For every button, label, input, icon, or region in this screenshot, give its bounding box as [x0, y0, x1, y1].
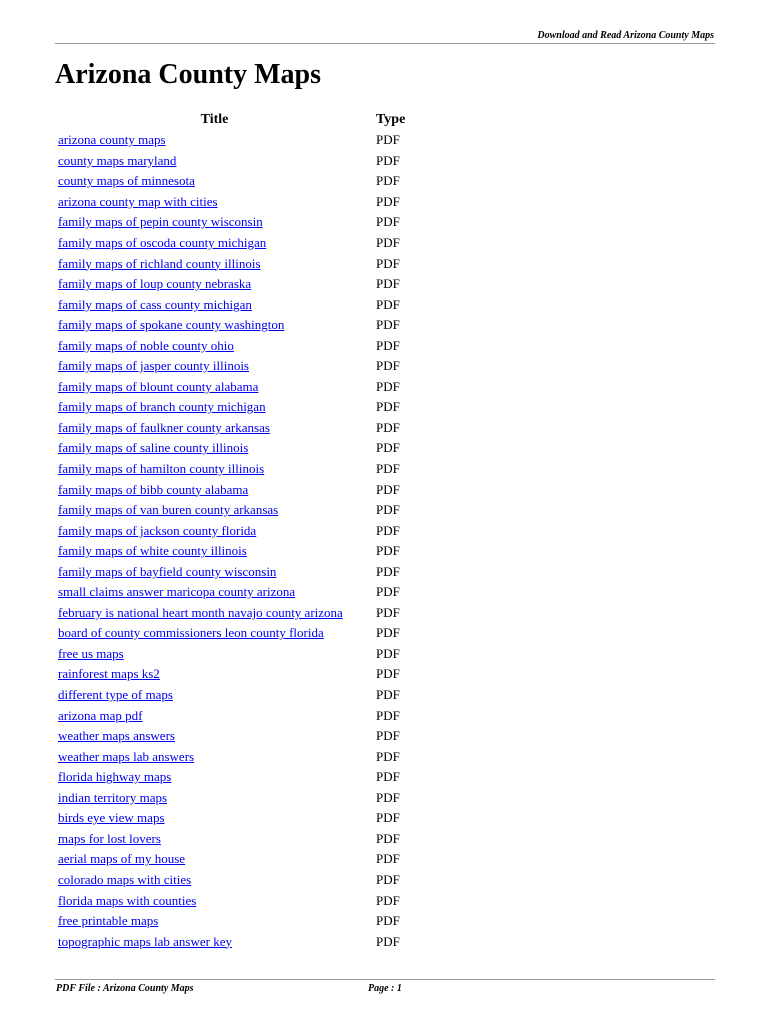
- table-row: [56, 274, 405, 295]
- cell-title: [56, 418, 373, 439]
- cell-title: [56, 582, 373, 603]
- cell-title: [56, 520, 373, 541]
- document-link[interactable]: florida highway maps: [58, 769, 172, 785]
- table-row: [56, 335, 405, 356]
- document-link[interactable]: board of county commissioners leon county florida: [58, 625, 324, 641]
- document-link[interactable]: family maps of pepin county wisconsin: [58, 214, 263, 230]
- document-link[interactable]: family maps of oscoda county michigan: [58, 235, 267, 250]
- cell-title: [56, 130, 373, 151]
- cell-type: PDF: [376, 645, 400, 661]
- table-row: [56, 870, 405, 891]
- footer-divider: [55, 979, 715, 980]
- cell-type: PDF: [376, 666, 400, 682]
- document-link[interactable]: arizona county maps: [58, 132, 166, 148]
- table-row: [56, 356, 405, 377]
- document-link[interactable]: family maps of noble county ohio: [58, 337, 234, 353]
- table-row: [56, 561, 405, 582]
- table-row: [56, 746, 405, 767]
- cell-type: PDF: [376, 707, 400, 723]
- cell-title: [56, 746, 373, 767]
- table-row: [56, 623, 405, 644]
- cell-type: PDF: [376, 296, 400, 312]
- header-note: Download and Read Arizona County Maps: [537, 30, 714, 41]
- column-header-type: Type: [376, 112, 406, 127]
- document-link[interactable]: free us maps: [58, 645, 124, 661]
- cell-type: PDF: [376, 830, 400, 846]
- cell-title: [56, 479, 373, 500]
- cell-title: [56, 788, 373, 809]
- cell-type: PDF: [376, 522, 400, 538]
- table-row: [56, 767, 405, 788]
- table-row: [56, 808, 405, 829]
- cell-type: PDF: [376, 461, 400, 477]
- cell-title: [56, 808, 373, 829]
- cell-type: PDF: [376, 378, 400, 394]
- cell-type: PDF: [376, 687, 400, 703]
- table-row: [56, 788, 405, 809]
- document-link[interactable]: small claims answer maricopa county arizona: [58, 584, 296, 600]
- document-link[interactable]: family maps of jackson county florida: [58, 522, 257, 538]
- cell-type: PDF: [376, 604, 400, 620]
- cell-type: PDF: [376, 728, 400, 744]
- footer-page-label: Page : 1: [368, 983, 402, 994]
- page-title: Arizona County Maps: [55, 59, 322, 90]
- table-header-row: [56, 110, 405, 130]
- cell-title: [56, 561, 373, 582]
- document-link[interactable]: family maps of cass county michigan: [58, 296, 252, 312]
- table-row: [56, 130, 405, 151]
- table-row: [56, 418, 405, 439]
- table-row: [56, 294, 405, 315]
- document-link[interactable]: arizona map pdf: [58, 707, 143, 723]
- table-row: [56, 233, 405, 254]
- cell-title: [56, 438, 373, 459]
- table-row: [56, 644, 405, 665]
- documents-table: [56, 110, 405, 952]
- document-link[interactable]: maps for lost lovers: [58, 830, 161, 846]
- document-link[interactable]: family maps of white county illinois: [58, 543, 247, 559]
- cell-title: [56, 603, 373, 624]
- cell-type: PDF: [376, 317, 400, 333]
- table-row: [56, 520, 405, 541]
- cell-type: PDF: [376, 419, 400, 435]
- document-link[interactable]: florida maps with counties: [58, 892, 197, 908]
- table-row: [56, 315, 405, 336]
- cell-title: [56, 767, 373, 788]
- cell-type: PDF: [376, 173, 400, 189]
- document-link[interactable]: weather maps answers: [58, 728, 175, 744]
- cell-title: [56, 459, 373, 480]
- cell-type: PDF: [376, 789, 400, 805]
- cell-title: [56, 212, 373, 233]
- cell-title: [56, 870, 373, 891]
- cell-type: PDF: [376, 748, 400, 764]
- cell-type: PDF: [376, 892, 400, 908]
- cell-type: PDF: [376, 337, 400, 353]
- document-link[interactable]: family maps of branch county michigan: [58, 399, 266, 415]
- document-link[interactable]: arizona county map with cities: [58, 193, 218, 209]
- document-link[interactable]: rainforest maps ks2: [58, 666, 160, 682]
- table-row: [56, 582, 405, 603]
- cell-title: [56, 397, 373, 418]
- header-divider: [55, 43, 715, 44]
- cell-type: PDF: [376, 933, 400, 949]
- document-link[interactable]: different type of maps: [58, 687, 173, 703]
- cell-title: [56, 623, 373, 644]
- document-link[interactable]: family maps of hamilton county illinois: [58, 461, 265, 477]
- cell-title: [56, 644, 373, 665]
- cell-type: PDF: [376, 543, 400, 559]
- cell-title: [56, 294, 373, 315]
- cell-type: PDF: [376, 871, 400, 887]
- cell-type: PDF: [376, 358, 400, 374]
- table-row: [56, 541, 405, 562]
- cell-type: PDF: [376, 913, 400, 929]
- document-link[interactable]: birds eye view maps: [58, 810, 165, 826]
- cell-title: [56, 849, 373, 870]
- cell-title: [56, 192, 373, 213]
- cell-title: [56, 705, 373, 726]
- table-row: [56, 829, 405, 850]
- cell-title: [56, 726, 373, 747]
- cell-type: PDF: [376, 152, 400, 168]
- cell-title: [56, 500, 373, 521]
- cell-type: PDF: [376, 481, 400, 497]
- cell-title: [56, 233, 373, 254]
- cell-title: [56, 274, 373, 295]
- document-link[interactable]: family maps of bayfield county wisconsin: [58, 563, 277, 579]
- cell-type: PDF: [376, 625, 400, 641]
- table-row: [56, 685, 405, 706]
- table-row: [56, 479, 405, 500]
- document-link[interactable]: family maps of saline county illinois: [58, 440, 249, 456]
- cell-type: PDF: [376, 399, 400, 415]
- cell-type: PDF: [376, 235, 400, 250]
- document-link[interactable]: family maps of faulkner county arkansas: [58, 419, 270, 435]
- document-link[interactable]: county maps maryland: [58, 152, 177, 168]
- document-link[interactable]: indian territory maps: [58, 789, 168, 805]
- cell-title: [56, 931, 373, 952]
- document-link[interactable]: family maps of loup county nebraska: [58, 276, 252, 292]
- cell-title: [56, 253, 373, 274]
- cell-type: PDF: [376, 193, 400, 209]
- table-row: [56, 377, 405, 398]
- document-link[interactable]: colorado maps with cities: [58, 871, 192, 887]
- cell-title: [56, 356, 373, 377]
- document-link[interactable]: family maps of van buren county arkansas: [58, 502, 279, 518]
- cell-title: [56, 335, 373, 356]
- cell-title: [56, 541, 373, 562]
- table-row: [56, 931, 405, 952]
- cell-type: PDF: [376, 851, 400, 867]
- cell-title: [56, 685, 373, 706]
- table-row: [56, 890, 405, 911]
- cell-type: PDF: [376, 255, 400, 271]
- document-link[interactable]: free printable maps: [58, 913, 159, 929]
- cell-title: [56, 151, 373, 172]
- table-row: [56, 171, 405, 192]
- table-row: [56, 664, 405, 685]
- document-link[interactable]: family maps of bibb county alabama: [58, 481, 249, 497]
- table-row: [56, 911, 405, 932]
- cell-title: [56, 315, 373, 336]
- cell-title: [56, 664, 373, 685]
- document-link[interactable]: february is national heart month navajo county arizona: [58, 604, 343, 620]
- cell-type: PDF: [376, 769, 400, 785]
- table-row: [56, 397, 405, 418]
- table-row: [56, 726, 405, 747]
- cell-title: [56, 911, 373, 932]
- document-link[interactable]: aerial maps of my house: [58, 851, 186, 867]
- cell-type: PDF: [376, 214, 400, 230]
- table-body: [56, 130, 405, 952]
- cell-type: PDF: [376, 440, 400, 456]
- cell-type: PDF: [376, 810, 400, 826]
- table-row: [56, 603, 405, 624]
- cell-title: [56, 171, 373, 192]
- document-link[interactable]: family maps of blount county alabama: [58, 378, 259, 394]
- document-link[interactable]: family maps of richland county illinois: [58, 255, 261, 271]
- table-row: [56, 705, 405, 726]
- table-row: [56, 253, 405, 274]
- table-row: [56, 192, 405, 213]
- cell-title: [56, 890, 373, 911]
- table-row: [56, 151, 405, 172]
- document-link[interactable]: family maps of spokane county washington: [58, 317, 285, 333]
- cell-type: PDF: [376, 132, 400, 148]
- cell-type: PDF: [376, 563, 400, 579]
- document-link[interactable]: family maps of jasper county illinois: [58, 358, 249, 374]
- table-row: [56, 459, 405, 480]
- table-row: [56, 849, 405, 870]
- cell-title: [56, 829, 373, 850]
- table-row: [56, 438, 405, 459]
- cell-type: PDF: [376, 502, 400, 518]
- table-row: [56, 212, 405, 233]
- cell-type: PDF: [376, 584, 400, 600]
- document-link[interactable]: topographic maps lab answer key: [58, 933, 233, 949]
- cell-type: PDF: [376, 276, 400, 292]
- cell-title: [56, 377, 373, 398]
- table-row: [56, 500, 405, 521]
- footer-file-label: PDF File : Arizona County Maps: [56, 983, 194, 994]
- document-link[interactable]: county maps of minnesota: [58, 173, 195, 189]
- column-header-title: Title: [200, 112, 229, 127]
- document-link[interactable]: weather maps lab answers: [58, 748, 195, 764]
